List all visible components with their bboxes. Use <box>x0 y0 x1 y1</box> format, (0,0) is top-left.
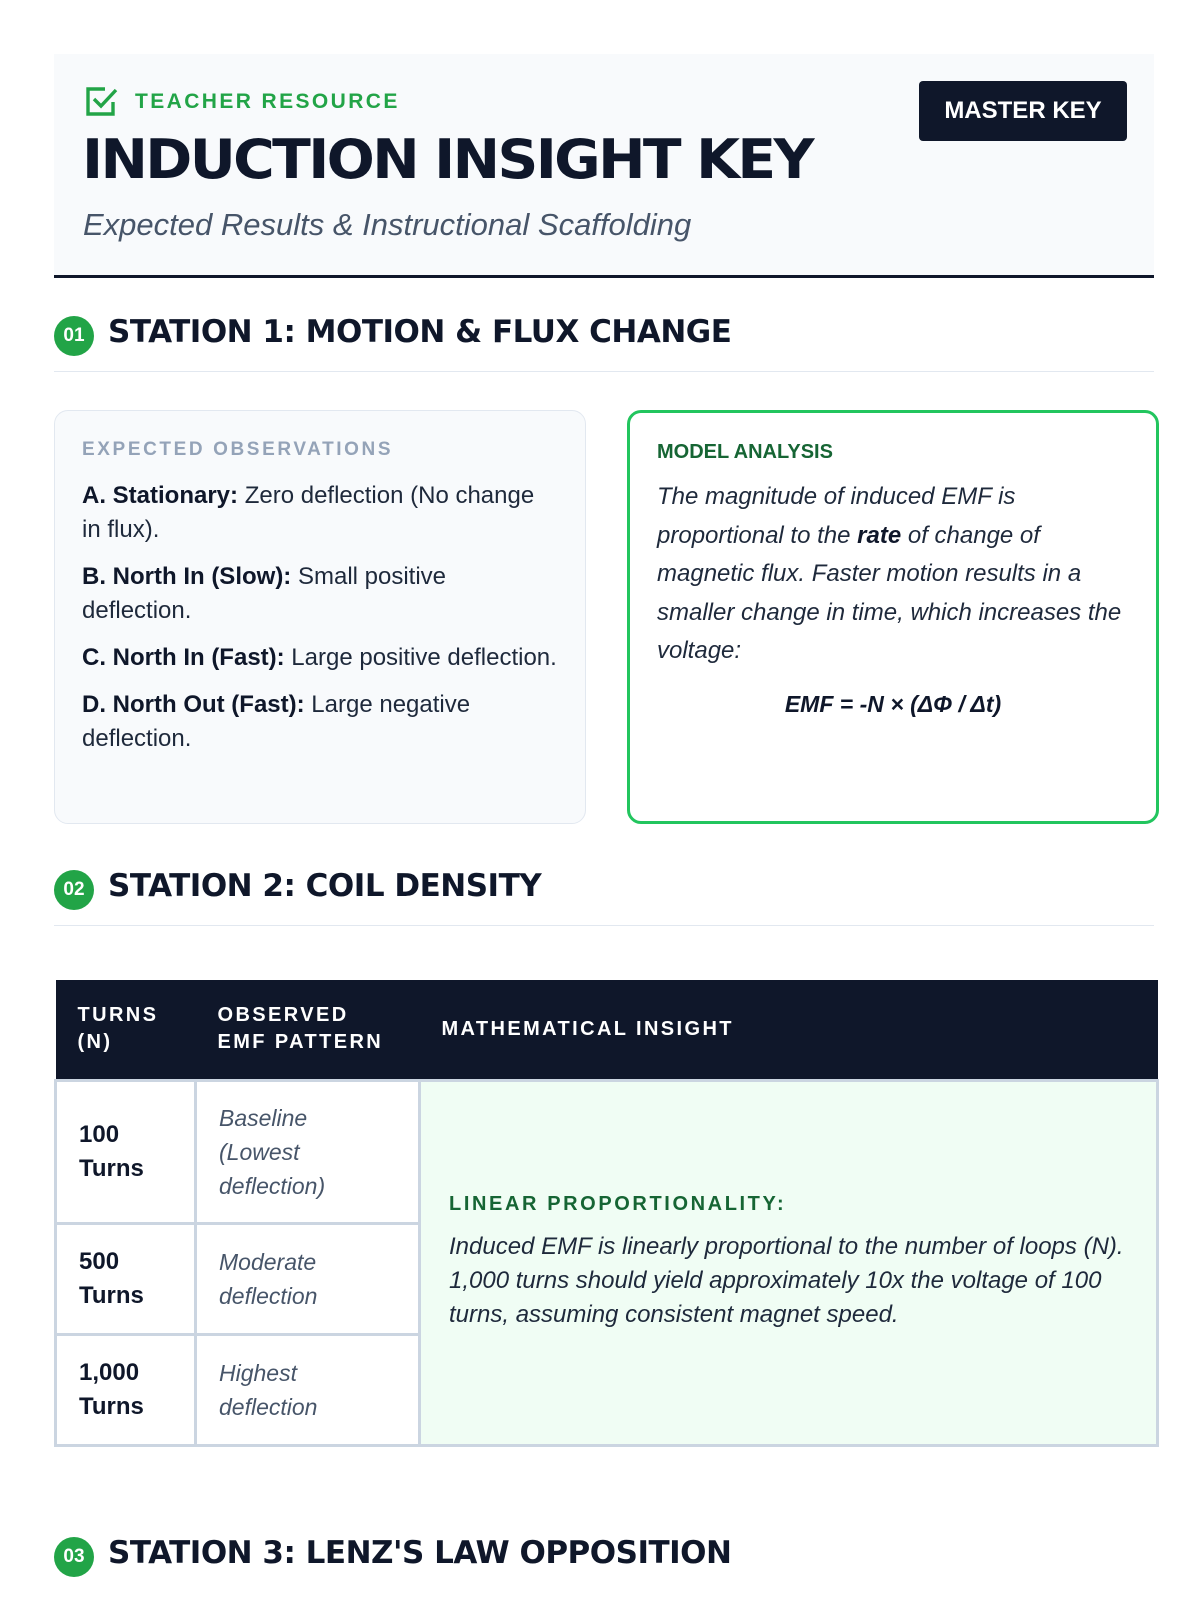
turns-cell <box>56 1080 196 1223</box>
check-square-icon <box>83 84 119 120</box>
observation-lead: B. North In (Slow): <box>82 563 292 590</box>
table-row <box>56 1080 1158 1223</box>
observation-item <box>82 688 558 756</box>
analysis-emphasis: rate <box>857 521 902 549</box>
station-number-badge: 01 <box>54 316 94 356</box>
station-3-heading <box>54 1523 1154 1593</box>
model-analysis-card <box>627 410 1159 824</box>
observation-text: Large positive deflection. <box>284 644 557 671</box>
analysis-label: MODEL ANALYSIS <box>657 441 833 463</box>
insight-text: Induced EMF is linearly proportional to the number of loops (N). 1,000 turns should yield approximately 10x the voltage of 100 turns, assuming consistent magnet speed. <box>449 1233 1124 1328</box>
page-title: INDUCTION INSIGHT KEY <box>82 128 812 191</box>
station-1-title: STATION 1: MOTION & FLUX CHANGE <box>108 314 732 350</box>
turns-cell <box>56 1223 196 1334</box>
station-2-heading <box>54 856 1154 926</box>
column-header <box>196 980 420 1080</box>
analysis-text-part: The magnitude of induced EMF is proportional to the <box>657 483 1016 549</box>
table-header-row <box>56 980 1158 1080</box>
observation-lead: C. North In (Fast): <box>82 644 285 671</box>
observation-item <box>82 479 558 547</box>
turns-value: 500 Turns <box>79 1247 144 1309</box>
eyebrow <box>83 84 400 120</box>
analysis-text-part: of change of magnetic flux. Faster motion results in a smaller change in time, which increases the voltage: <box>657 521 1122 664</box>
column-header <box>56 980 196 1080</box>
column-header-label: TURNS (N) <box>77 1004 159 1054</box>
pattern-cell <box>196 1080 420 1223</box>
pattern-cell <box>196 1334 420 1445</box>
pattern-value: Baseline (Lowest deflection) <box>219 1104 326 1199</box>
observation-text: Zero deflection (No change in flux). <box>82 482 535 543</box>
insight-label: LINEAR PROPORTIONALITY: <box>449 1193 787 1215</box>
station-number-badge: 02 <box>54 870 94 910</box>
observations-label: EXPECTED OBSERVATIONS <box>82 439 394 460</box>
pattern-value: Highest deflection <box>219 1359 318 1420</box>
emf-formula: EMF = -N × (ΔΦ / Δt) <box>784 690 1002 717</box>
station-1-heading <box>54 302 1154 372</box>
observations-list <box>82 479 558 756</box>
observation-text: Large negative deflection. <box>82 691 471 752</box>
station-number-badge: 03 <box>54 1537 94 1577</box>
master-key-button[interactable]: MASTER KEY <box>919 81 1127 141</box>
observation-item <box>82 641 558 675</box>
observation-item <box>82 560 558 628</box>
eyebrow-label: TEACHER RESOURCE <box>135 90 400 113</box>
coil-density-table <box>54 980 1159 1447</box>
observation-lead: D. North Out (Fast): <box>82 691 305 718</box>
turns-cell <box>56 1334 196 1445</box>
insight-cell <box>420 1080 1158 1445</box>
page-subtitle: Expected Results & Instructional Scaffolding <box>83 207 692 242</box>
observation-text: Small positive deflection. <box>82 563 447 624</box>
observation-lead: A. Stationary: <box>82 482 239 509</box>
turns-value: 1,000 Turns <box>79 1358 144 1420</box>
column-header: MATHEMATICAL INSIGHT <box>420 980 1158 1080</box>
station-3-title: STATION 3: LENZ'S LAW OPPOSITION <box>108 1535 732 1571</box>
page-header <box>54 54 1154 278</box>
expected-observations-card <box>54 410 586 824</box>
station-2-title: STATION 2: COIL DENSITY <box>108 868 542 904</box>
column-header-label: OBSERVED EMF PATTERN <box>217 1004 384 1054</box>
pattern-value: Moderate deflection <box>219 1248 318 1309</box>
turns-value: 100 Turns <box>79 1120 144 1182</box>
pattern-cell <box>196 1223 420 1334</box>
analysis-text <box>657 478 1129 671</box>
